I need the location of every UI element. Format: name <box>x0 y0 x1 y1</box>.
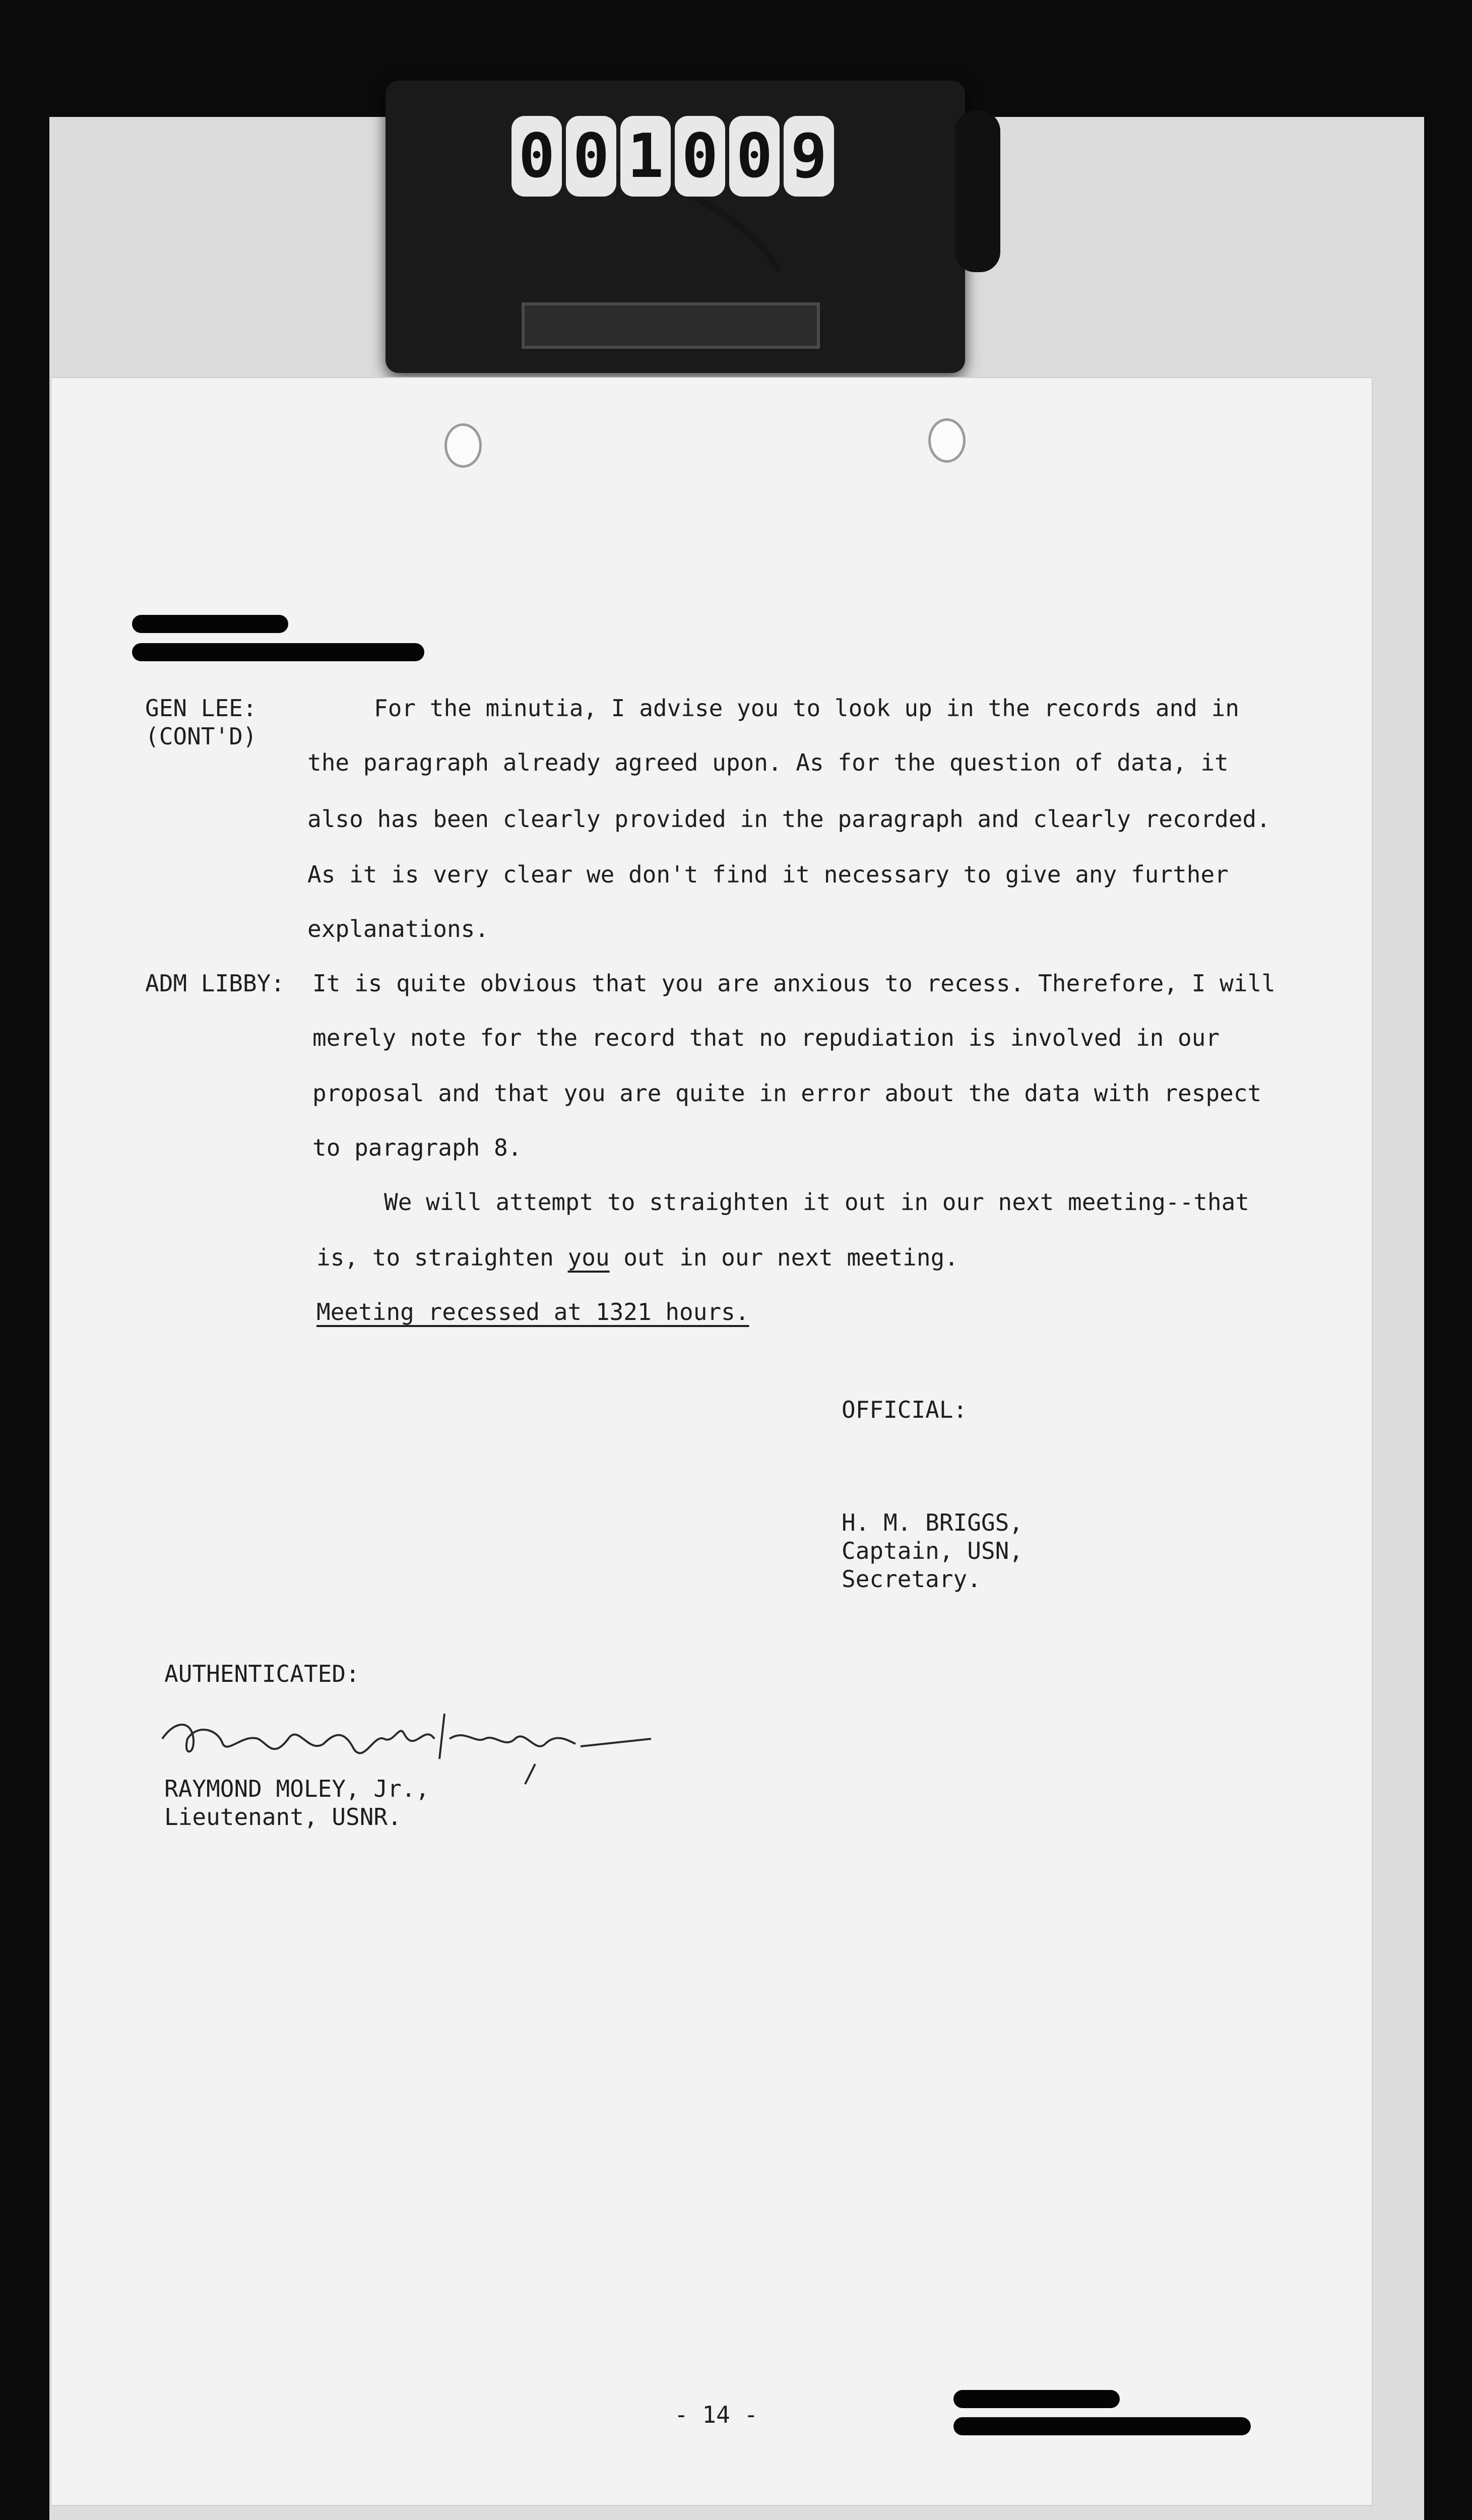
frame-counter <box>511 116 834 197</box>
handwritten-signature <box>142 1704 696 1774</box>
counter-digit: 0 <box>511 116 562 197</box>
frame-counter-device <box>386 81 965 373</box>
punch-hole <box>444 423 482 468</box>
transcript-line <box>316 1246 958 1269</box>
page-number: - 14 - <box>674 2401 758 2428</box>
official-rank: Captain, USN, <box>842 1537 1023 1564</box>
redaction-bar <box>132 615 288 633</box>
signature-drawing <box>142 1704 696 1774</box>
transcript-line: It is quite obvious that you are anxious to recess. Therefore, I will <box>312 970 1275 997</box>
emphasized-word: you <box>567 1244 610 1271</box>
speaker-continued: (CONT'D) <box>145 723 257 750</box>
counter-digit: 0 <box>675 116 725 197</box>
transcript-line: As it is very clear we don't find it necessary to give any further <box>307 861 1229 888</box>
redaction-bar <box>953 2417 1251 2435</box>
transcript-line: explanations. <box>307 915 489 942</box>
line-text: is, to straighten <box>316 1244 568 1271</box>
line-text: out in our next meeting. <box>609 1244 958 1271</box>
counter-slot <box>522 302 820 349</box>
speaker-label: ADM LIBBY: <box>145 970 285 997</box>
punch-hole <box>928 418 966 463</box>
document-page <box>50 377 1373 2506</box>
speaker-label: GEN LEE: <box>145 695 257 722</box>
official-heading: OFFICIAL: <box>842 1396 968 1423</box>
redaction-bar <box>953 2390 1120 2408</box>
authenticator-name: RAYMOND MOLEY, Jr., <box>164 1775 430 1802</box>
authenticated-heading: AUTHENTICATED: <box>164 1660 360 1687</box>
transcript-line: also has been clearly provided in the paragraph and clearly recorded. <box>307 805 1270 833</box>
counter-digit: 1 <box>620 116 671 197</box>
official-title: Secretary. <box>842 1565 981 1593</box>
counter-digit: 0 <box>729 116 780 197</box>
transcript-line: proposal and that you are quite in error about the data with respect <box>312 1080 1262 1107</box>
official-name: H. M. BRIGGS, <box>842 1509 1023 1536</box>
transcript-line: For the minutia, I advise you to look up in the records and in <box>374 695 1240 722</box>
recess-note: Meeting recessed at 1321 hours. <box>316 1298 749 1326</box>
counter-digit: 9 <box>784 116 834 197</box>
transcript-line: the paragraph already agreed upon. As for the question of data, it <box>307 749 1229 776</box>
redaction-bar <box>132 643 424 661</box>
transcript-line: to paragraph 8. <box>312 1134 522 1161</box>
authenticator-rank: Lieutenant, USNR. <box>164 1803 402 1831</box>
transcript-line: We will attempt to straighten it out in our next meeting--that <box>384 1188 1250 1216</box>
transcript-line: merely note for the record that no repudiation is involved in our <box>312 1024 1220 1051</box>
counter-knob <box>955 111 1000 272</box>
counter-digit: 0 <box>566 116 616 197</box>
